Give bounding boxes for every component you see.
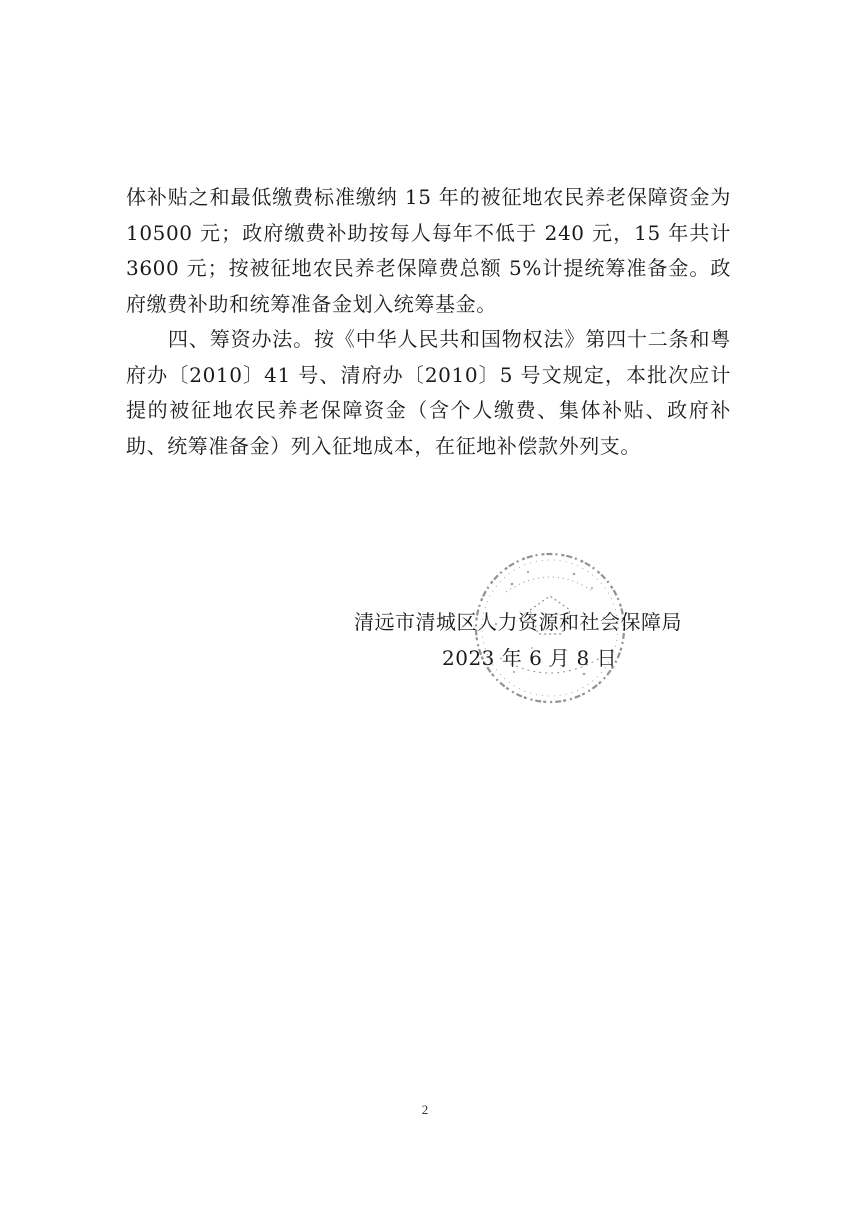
issue-date: 2023 年 6 月 8 日 (442, 646, 618, 670)
paragraph-funding-method: 四、筹资办法。按《中华人民共和国物权法》第四十二条和粤府办〔2010〕41 号、清府办〔2010〕5 号文规定，本批次应计提的被征地农民养老保障资金（含个人缴费、集体补贴、政府补助、统筹准备金）列入征地成本，在征地补偿款外列支。 (126, 327, 731, 458)
paragraph-continuation: 体补贴之和最低缴费标准缴纳 15 年的被征地农民养老保障资金为 10500 元；政府缴费补助按每人每年不低于 240 元，15 年共计 3600 元；按被征地农民养老保障费总额 5%计提统筹准备金。政府缴费补助和统筹准备金划入统筹基金。 (126, 185, 731, 316)
page-number: 2 (421, 1102, 429, 1117)
body-text (126, 180, 731, 464)
issuing-organization: 清远市清城区人力资源和社会保障局 (354, 610, 682, 634)
